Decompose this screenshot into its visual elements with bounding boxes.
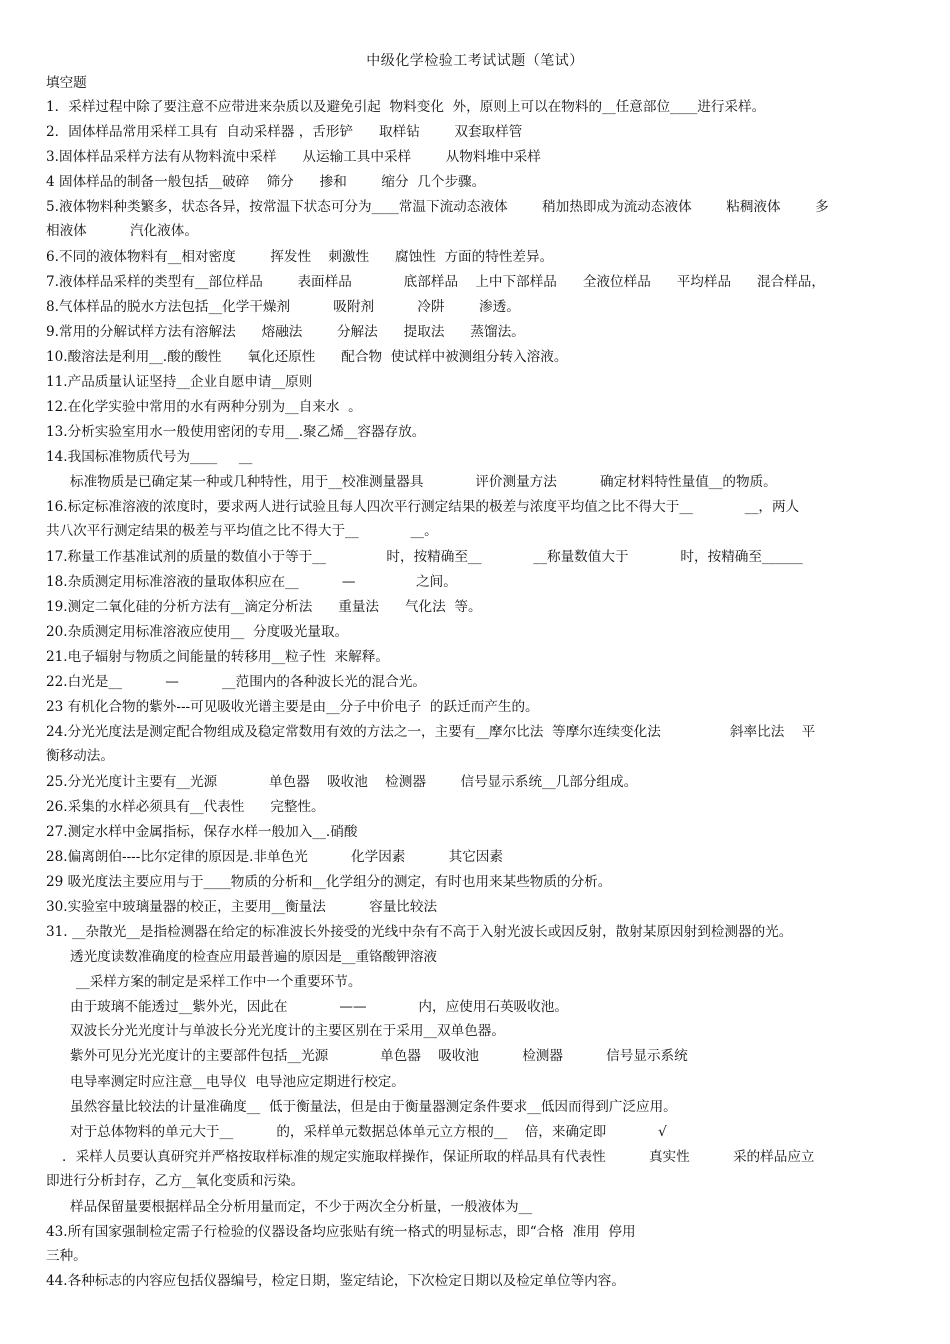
question-line: 21.电子辐射与物质之间能量的转移用__粒子性 来解释。 (46, 649, 389, 665)
question-line: 26.采集的水样必须具有__代表性 完整性。 (46, 799, 325, 815)
question-line: 17.称量工作基准试剂的质量的数值小于等于__ 时，按精确至__ __称量数值大于 时，按精确至______ (46, 549, 803, 565)
question-line: 23 有机化合物的紫外---可见吸收光谱主要是由__分子中价电子 的跃迁而产生的。 (46, 699, 539, 715)
question-line: 3.固体样品采样方法有从物料流中采样 从运输工具中采样 从物料堆中采样 (46, 149, 541, 165)
question-line: 即进行分析封存，乙方__氧化变质和污染。 (46, 1173, 305, 1189)
question-line: 由于玻璃不能透过__紫外光，因此在 —— 内，应使用石英吸收池。 (70, 999, 568, 1015)
question-line: 样品保留量要根据样品全分析用量而定，不少于两次全分析量，一般液体为__ (70, 1199, 533, 1215)
question-line: ．采样人员要认真研究并严格按取样标准的规定实施取样操作，保证所取的样品具有代表性 真实性 采的样品应立 (62, 1149, 815, 1165)
question-line: 22.白光是__ — __范围内的各种波长光的混合光。 (46, 674, 426, 690)
question-line: 透光度读数准确度的检查应用最普遍的原因是__重铬酸钾溶液 (70, 949, 438, 965)
question-line: 2．固体样品常用采样工具有 自动采样器 ，舌形铲 取样钻 双套取样管 (46, 124, 523, 140)
question-line: 共八次平行测定结果的极差与平均值之比不得大于__ __。 (46, 523, 438, 539)
question-line: 14.我国标准物质代号为____ __ (46, 449, 253, 465)
question-line: 8.气体样品的脱水方法包括__化学干燥剂 吸附剂 冷阱 渗透。 (46, 299, 520, 315)
question-line: 27.测定水样中金属指标，保存水样一般加入__.硝酸 (46, 824, 358, 840)
question-line: 29 吸光度法主要应用与于____物质的分析和__化学组分的测定，有时也用来某些物质的分析。 (46, 874, 612, 890)
question-line: 12.在化学实验中常用的水有两种分别为__自来水 。 (46, 399, 362, 415)
question-line: __采样方案的制定是采样工作中一个重要环节。 (76, 974, 362, 990)
question-line: 4 固体样品的制备一般包括__破碎 筛分 掺和 缩分 几个步骤。 (46, 174, 486, 190)
question-line: 虽然容量比较法的计量准确度__ 低于衡量法，但是由于衡量器测定条件要求__低因而得到广泛应用。 (70, 1099, 677, 1115)
question-line: 7.液体样品采样的类型有__部位样品 表面样品 底部样品 上中下部样品 全液位样品 平均样品 混合样品， (46, 274, 825, 290)
question-line: 19.测定二氧化硅的分析方法有__滴定分析法 重量法 气化法 等。 (46, 599, 482, 615)
question-line: 电导率测定时应注意__电导仪 电导池应定期进行校定。 (70, 1074, 405, 1090)
section-heading: 填空题 (46, 75, 87, 91)
question-line: 三种。 (46, 1248, 87, 1264)
question-line: 1．采样过程中除了要注意不应带进来杂质以及避免引起 物料变化 外，原则上可以在物料的__任意部位____进行采样。 (46, 99, 766, 115)
question-line: 双波长分光光度计与单波长分光光度计的主要区别在于采用__双单色器。 (70, 1023, 505, 1039)
question-line: 18.杂质测定用标准溶液的量取体积应在__ — 之间。 (46, 574, 457, 590)
question-line: 16.标定标准溶液的浓度时，要求两人进行试验且每人四次平行测定结果的极差与浓度平均值之比不得大于__ __，两人 (46, 499, 800, 515)
question-line: 标准物质是已确定某一种或几种特性，用于__校准测量器具 评价测量方法 确定材料特性量值__的物质。 (70, 474, 777, 490)
question-line: 24.分光光度法是测定配合物组成及稳定常数用有效的方法之一，主要有__摩尔比法 等摩尔连续变化法 斜率比法 平 (46, 724, 816, 740)
question-line: 9.常用的分解试样方法有溶解法 熔融法 分解法 提取法 蒸馏法。 (46, 324, 525, 340)
question-line: 20.杂质测定用标准溶液应使用__ 分度吸光量取。 (46, 624, 349, 640)
question-line: 对于总体物料的单元大于__ 的，采样单元数据总体单元立方根的__ 倍，来确定即 √ (70, 1124, 667, 1140)
question-line: 28.偏离朗伯----比尔定律的原因是.非单色光 化学因素 其它因素 (46, 849, 503, 865)
document-title: 中级化学检验工考试试题（笔试） (366, 53, 584, 69)
question-line: 30.实验室中玻璃量器的校正，主要用__衡量法 容量比较法 (46, 899, 438, 915)
question-line: 紫外可见分光光度计的主要部件包括__光源 单色器 吸收池 检测器 信号显示系统 (70, 1048, 688, 1064)
question-line: 相液体 汽化液体。 (46, 223, 198, 239)
question-line: 13.分析实验室用水一般使用密闭的专用__.聚乙烯__容器存放。 (46, 424, 426, 440)
question-line: 10.酸溶法是利用__.酸的酸性 氧化还原性 配合物 使试样中被测组分转入溶液。 (46, 349, 568, 365)
question-line: 5.液体物料种类繁多，状态各异，按常温下状态可分为____常温下流动态液体 稍加热即成为流动态液体 粘稠液体 多 (46, 199, 829, 215)
question-line: 25.分光光度计主要有__光源 单色器 吸收池 检测器 信号显示系统__几部分组成。 (46, 774, 638, 790)
question-line: 44.各种标志的内容应包括仪器编号，检定日期，鉴定结论，下次检定日期以及检定单位等内容。 (46, 1273, 625, 1289)
question-line: 11.产品质量认证坚持__企业自愿申请__原则 (46, 374, 313, 390)
question-line: 43.所有国家强制检定需子行检验的仪器设备均应张贴有统一格式的明显标志，即“合格 准用 停用 (46, 1224, 636, 1240)
question-line: 6.不同的液体物料有__相对密度 挥发性 刺激性 腐蚀性 方面的特性差异。 (46, 249, 554, 265)
question-line: 衡移动法。 (46, 748, 114, 764)
question-line: 31. __杂散光__是指检测器在给定的标准波长外接受的光线中杂有不高于入射光波长或因反射，散射某原因射到检测器的光。 (46, 924, 793, 940)
